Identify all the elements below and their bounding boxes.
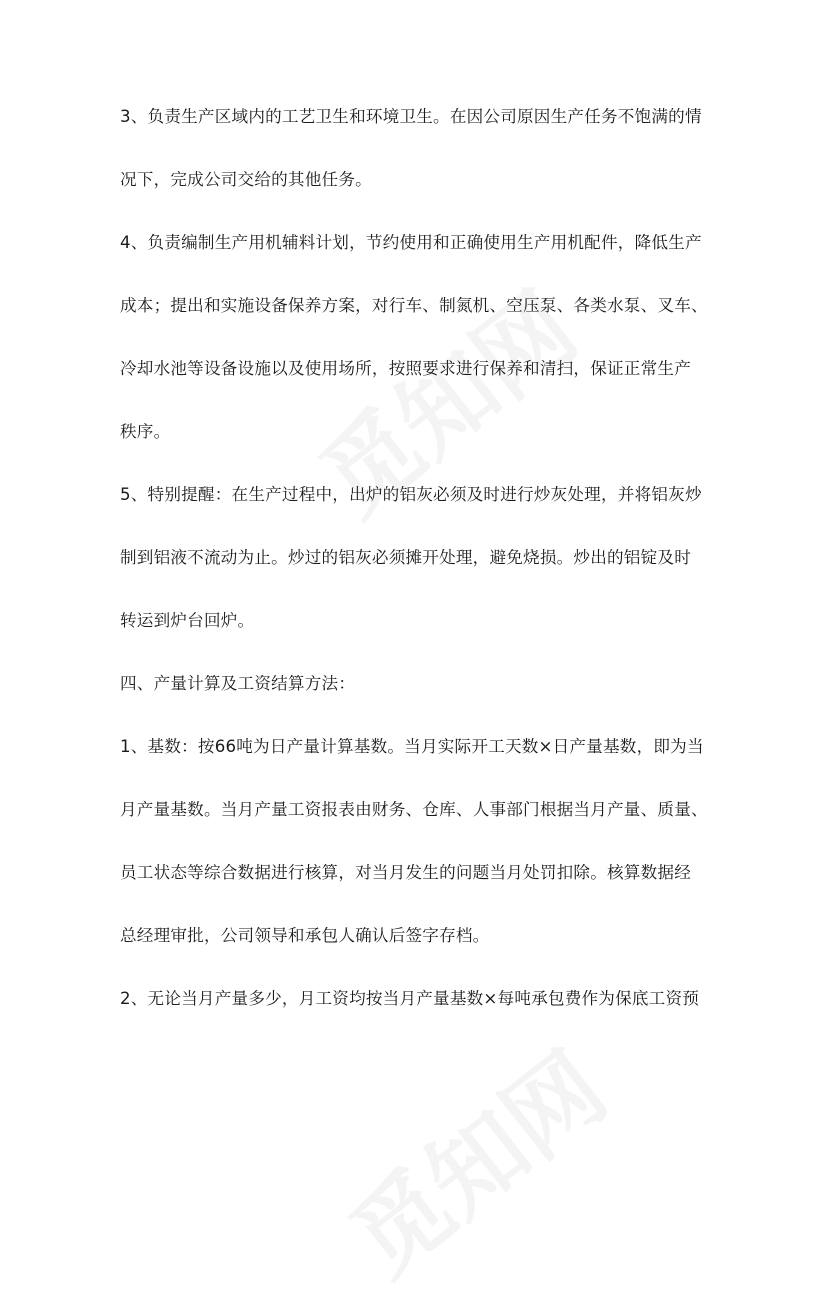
paragraph-line: 成本；提出和实施设备保养方案，对行车、制氮机、空压泵、各类水泵、叉车、 xyxy=(120,296,708,315)
paragraph-line: 制到铝液不流动为止。炒过的铝灰必须摊开处理，避免烧损。炒出的铝锭及时 xyxy=(120,548,691,567)
paragraph-line: 5、特别提醒：在生产过程中，出炉的铝灰必须及时进行炒灰处理，并将铝灰炒 xyxy=(120,485,702,504)
paragraph-line: 转运到炉台回炉。 xyxy=(120,611,255,630)
paragraph-line: 4、负责编制生产用机辅料计划，节约使用和正确使用生产用机配件，降低生产 xyxy=(120,233,702,252)
paragraph-line: 月产量基数。当月产量工资报表由财务、仓库、人事部门根据当月产量、质量、 xyxy=(120,800,708,819)
paragraph-line: 冷却水池等设备设施以及使用场所，按照要求进行保养和清扫，保证正常生产 xyxy=(120,359,691,378)
watermark xyxy=(318,1016,629,1301)
paragraph-line: 员工状态等综合数据进行核算，对当月发生的问题当月处罚扣除。核算数据经 xyxy=(120,863,691,882)
paragraph-line: 总经理审批，公司领导和承包人确认后签字存档。 xyxy=(120,926,490,945)
paragraph-line: 1、基数：按66吨为日产量计算基数。当月实际开工天数×日产量基数，即为当 xyxy=(120,737,704,756)
paragraph-line: 况下，完成公司交给的其他任务。 xyxy=(120,170,372,189)
paragraph-line: 秩序。 xyxy=(120,422,171,441)
paragraph-line: 2、无论当月产量多少，月工资均按当月产量基数×每吨承包费作为保底工资预 xyxy=(120,989,700,1008)
paragraph-line: 3、负责生产区域内的工艺卫生和环境卫生。在因公司原因生产任务不饱满的情 xyxy=(120,107,702,126)
section-heading: 四、产量计算及工资结算方法： xyxy=(120,674,356,693)
